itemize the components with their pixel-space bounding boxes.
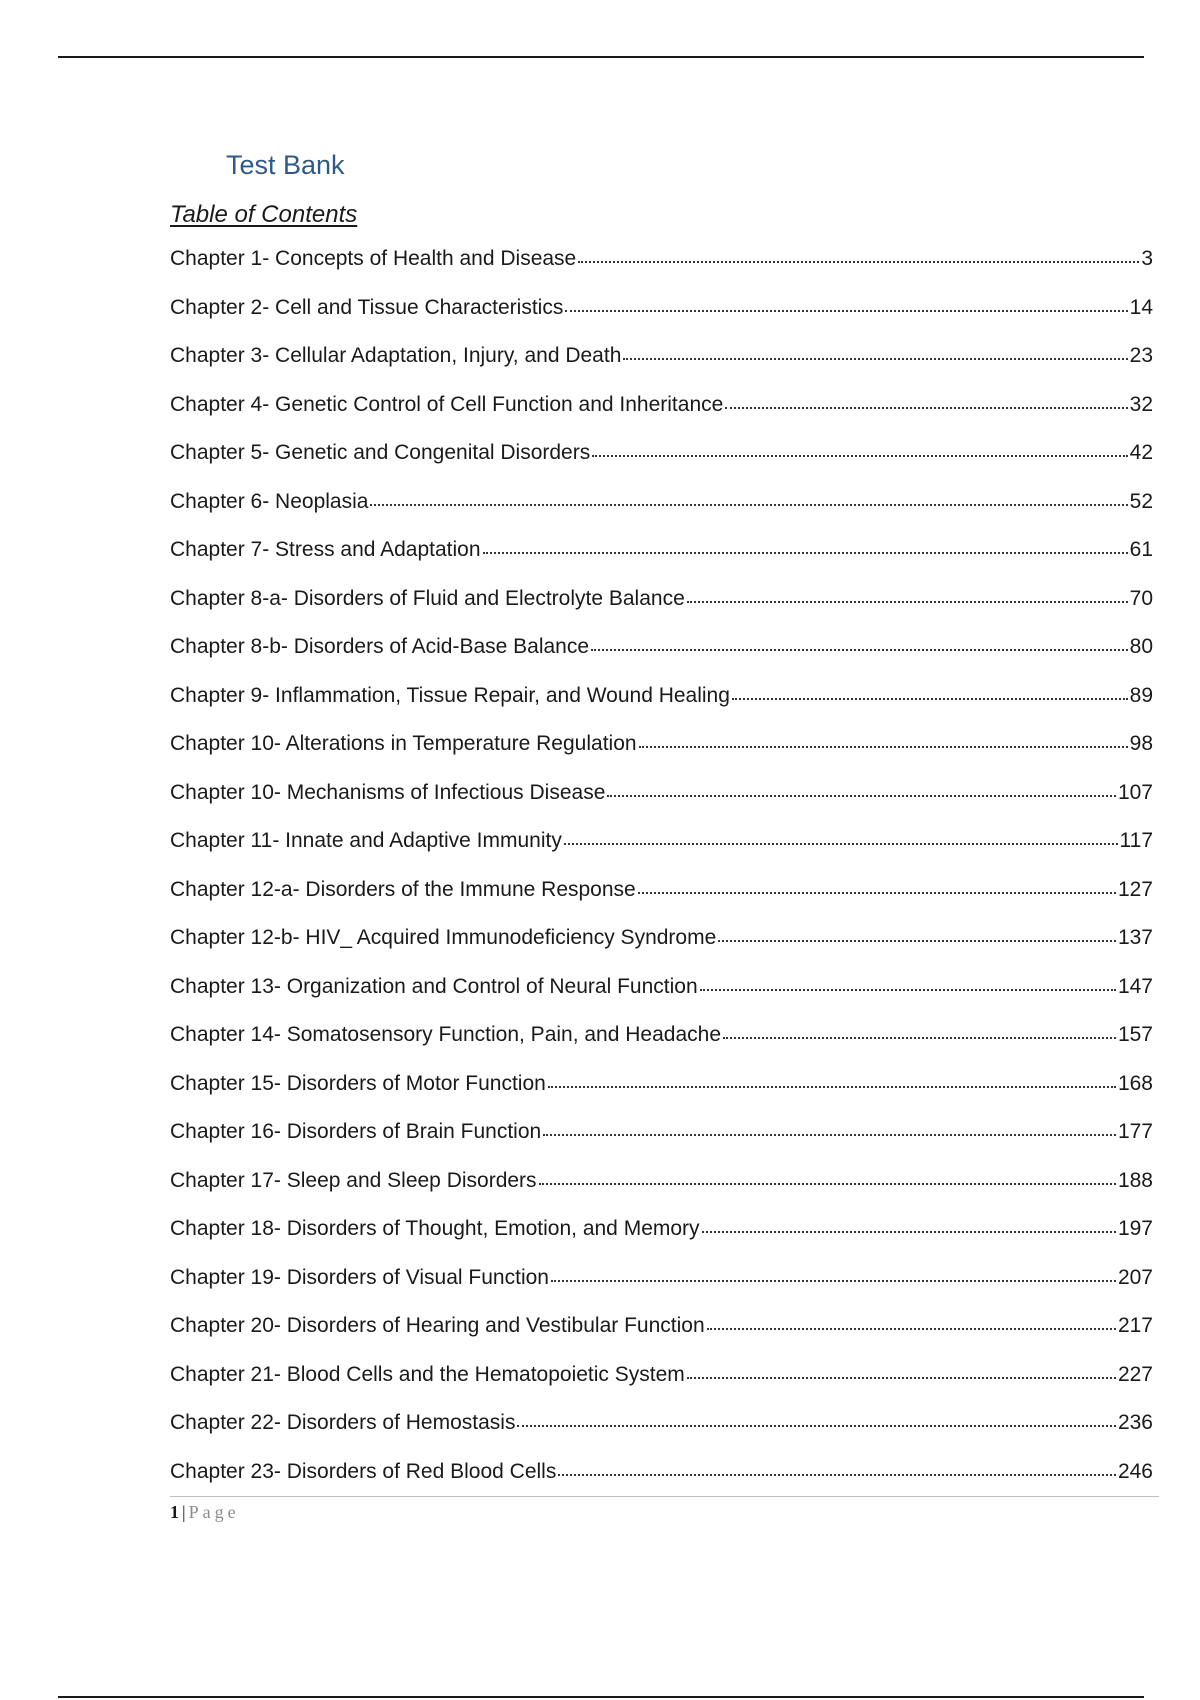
toc-entry[interactable] <box>170 1404 1153 1453</box>
toc-entry[interactable] <box>170 871 1153 920</box>
footer-separator: | <box>182 1502 186 1522</box>
footer-rule <box>170 1496 1159 1497</box>
toc-entry-page: 207 <box>1117 1265 1153 1289</box>
page-number: 1 <box>170 1502 179 1522</box>
toc-dot-leader <box>700 989 1116 991</box>
toc-entry-page: 42 <box>1129 441 1153 464</box>
toc-entry-page: 137 <box>1117 926 1153 949</box>
toc-entry-page: 127 <box>1117 877 1153 901</box>
toc-entry-title: Chapter 12-b- HIV_ Acquired Immunodeficiency Syndrome <box>170 926 717 949</box>
toc-entry[interactable] <box>170 1113 1153 1162</box>
toc-entry-page: 23 <box>1129 344 1153 367</box>
toc-entry-title: Chapter 12-a- Disorders of the Immune Response <box>170 877 636 901</box>
toc-entry-page: 14 <box>1129 295 1153 319</box>
toc-entry-page: 217 <box>1117 1314 1153 1337</box>
toc-entry-title: Chapter 6- Neoplasia <box>170 489 369 513</box>
toc-entry-title: Chapter 21- Blood Cells and the Hematopoietic System <box>170 1362 685 1386</box>
toc-entry[interactable] <box>170 1210 1153 1259</box>
toc-entry[interactable] <box>170 628 1153 677</box>
toc-dot-leader <box>718 940 1116 942</box>
toc-dot-leader <box>551 1280 1116 1282</box>
toc-entry-page: 188 <box>1117 1168 1153 1192</box>
toc-entry[interactable] <box>170 725 1153 774</box>
toc-entry-page: 177 <box>1117 1120 1153 1143</box>
toc-dot-leader <box>565 310 1127 312</box>
toc-entry-page: 168 <box>1117 1071 1153 1095</box>
toc-entry-title: Chapter 13- Organization and Control of Neural Function <box>170 974 698 998</box>
toc-entry[interactable] <box>170 531 1153 580</box>
toc-entry[interactable] <box>170 1307 1153 1356</box>
toc-entry[interactable] <box>170 1259 1153 1308</box>
toc-dot-leader <box>517 1425 1115 1427</box>
toc-entry-page: 80 <box>1129 635 1153 658</box>
toc-entry-page: 227 <box>1117 1362 1153 1386</box>
document-title: Test Bank <box>226 150 345 180</box>
toc-entry[interactable] <box>170 677 1153 726</box>
page-footer <box>170 1503 240 1521</box>
toc-dot-leader <box>548 1086 1116 1088</box>
toc-entry-title: Chapter 10- Alterations in Temperature Regulation <box>170 732 637 755</box>
toc-dot-leader <box>623 358 1127 360</box>
toc-entry-title: Chapter 19- Disorders of Visual Function <box>170 1265 549 1289</box>
toc-entry[interactable] <box>170 1453 1153 1502</box>
toc-entry-title: Chapter 2- Cell and Tissue Characteristics <box>170 295 564 319</box>
toc-entry-title: Chapter 20- Disorders of Hearing and Vestibular Function <box>170 1314 705 1337</box>
toc-entry-title: Chapter 4- Genetic Control of Cell Function and Inheritance <box>170 392 724 416</box>
toc-entry-title: Chapter 8-b- Disorders of Acid-Base Balance <box>170 635 590 658</box>
toc-entry[interactable] <box>170 580 1153 629</box>
table-of-contents <box>170 240 1153 1501</box>
toc-dot-leader <box>539 1183 1116 1185</box>
toc-entry-page: 197 <box>1117 1217 1153 1240</box>
toc-dot-leader <box>370 504 1127 506</box>
toc-entry-title: Chapter 8-a- Disorders of Fluid and Electrolyte Balance <box>170 586 685 610</box>
toc-entry-title: Chapter 5- Genetic and Congenital Disorders <box>170 441 591 464</box>
page-label: Page <box>188 1502 240 1522</box>
toc-entry-title: Chapter 18- Disorders of Thought, Emotion, and Memory <box>170 1217 700 1240</box>
toc-heading: Table of Contents <box>170 201 358 228</box>
toc-dot-leader <box>732 698 1128 700</box>
toc-dot-leader <box>687 601 1128 603</box>
toc-entry-page: 61 <box>1129 538 1153 561</box>
toc-dot-leader <box>725 407 1127 409</box>
toc-entry-page: 32 <box>1129 392 1153 416</box>
toc-entry[interactable] <box>170 774 1153 823</box>
toc-entry-page: 117 <box>1119 829 1153 852</box>
toc-entry-title: Chapter 14- Somatosensory Function, Pain, and Headache <box>170 1023 721 1046</box>
toc-entry-title: Chapter 1- Concepts of Health and Disease <box>170 247 577 270</box>
toc-dot-leader <box>639 746 1128 748</box>
toc-dot-leader <box>702 1231 1116 1233</box>
toc-dot-leader <box>483 552 1128 554</box>
top-page-rule <box>58 56 1144 58</box>
toc-entry-page: 70 <box>1129 586 1153 610</box>
toc-entry[interactable] <box>170 968 1153 1017</box>
toc-entry-title: Chapter 17- Sleep and Sleep Disorders <box>170 1168 537 1192</box>
toc-dot-leader <box>558 1474 1116 1476</box>
toc-entry-title: Chapter 15- Disorders of Motor Function <box>170 1071 546 1095</box>
toc-entry-page: 89 <box>1129 683 1153 707</box>
toc-entry[interactable] <box>170 1065 1153 1114</box>
toc-entry-title: Chapter 11- Innate and Adaptive Immunity <box>170 829 562 852</box>
toc-entry-page: 3 <box>1141 247 1153 270</box>
toc-dot-leader <box>607 795 1116 797</box>
toc-entry-title: Chapter 16- Disorders of Brain Function <box>170 1120 542 1143</box>
toc-entry[interactable] <box>170 434 1153 483</box>
toc-entry-page: 98 <box>1129 732 1153 755</box>
toc-entry[interactable] <box>170 483 1153 532</box>
toc-dot-leader <box>723 1037 1116 1039</box>
toc-dot-leader <box>564 843 1118 845</box>
toc-entry-page: 246 <box>1117 1459 1153 1483</box>
toc-entry-page: 147 <box>1117 974 1153 998</box>
toc-entry[interactable] <box>170 337 1153 386</box>
toc-entry[interactable] <box>170 1016 1153 1065</box>
toc-entry-page: 107 <box>1117 780 1153 804</box>
toc-entry-title: Chapter 7- Stress and Adaptation <box>170 538 481 561</box>
toc-entry-title: Chapter 23- Disorders of Red Blood Cells <box>170 1459 557 1483</box>
toc-entry[interactable] <box>170 822 1153 871</box>
bottom-page-rule <box>58 1696 1144 1698</box>
toc-entry-page: 236 <box>1117 1411 1153 1434</box>
toc-dot-leader <box>543 1134 1116 1136</box>
toc-entry[interactable] <box>170 1356 1153 1405</box>
toc-entry-page: 52 <box>1129 489 1153 513</box>
toc-entry[interactable] <box>170 240 1153 289</box>
toc-entry[interactable] <box>170 919 1153 968</box>
toc-entry-page: 157 <box>1117 1023 1153 1046</box>
toc-entry-title: Chapter 10- Mechanisms of Infectious Disease <box>170 780 606 804</box>
toc-dot-leader <box>638 892 1116 894</box>
toc-entry[interactable] <box>170 386 1153 435</box>
toc-dot-leader <box>707 1328 1116 1330</box>
toc-dot-leader <box>591 649 1128 651</box>
toc-dot-leader <box>578 261 1139 263</box>
toc-dot-leader <box>592 455 1127 457</box>
toc-entry[interactable] <box>170 1162 1153 1211</box>
toc-entry-title: Chapter 9- Inflammation, Tissue Repair, and Wound Healing <box>170 683 730 707</box>
toc-entry-title: Chapter 22- Disorders of Hemostasis <box>170 1411 516 1434</box>
toc-entry-title: Chapter 3- Cellular Adaptation, Injury, and Death <box>170 344 622 367</box>
toc-entry[interactable] <box>170 289 1153 338</box>
toc-dot-leader <box>687 1377 1116 1379</box>
